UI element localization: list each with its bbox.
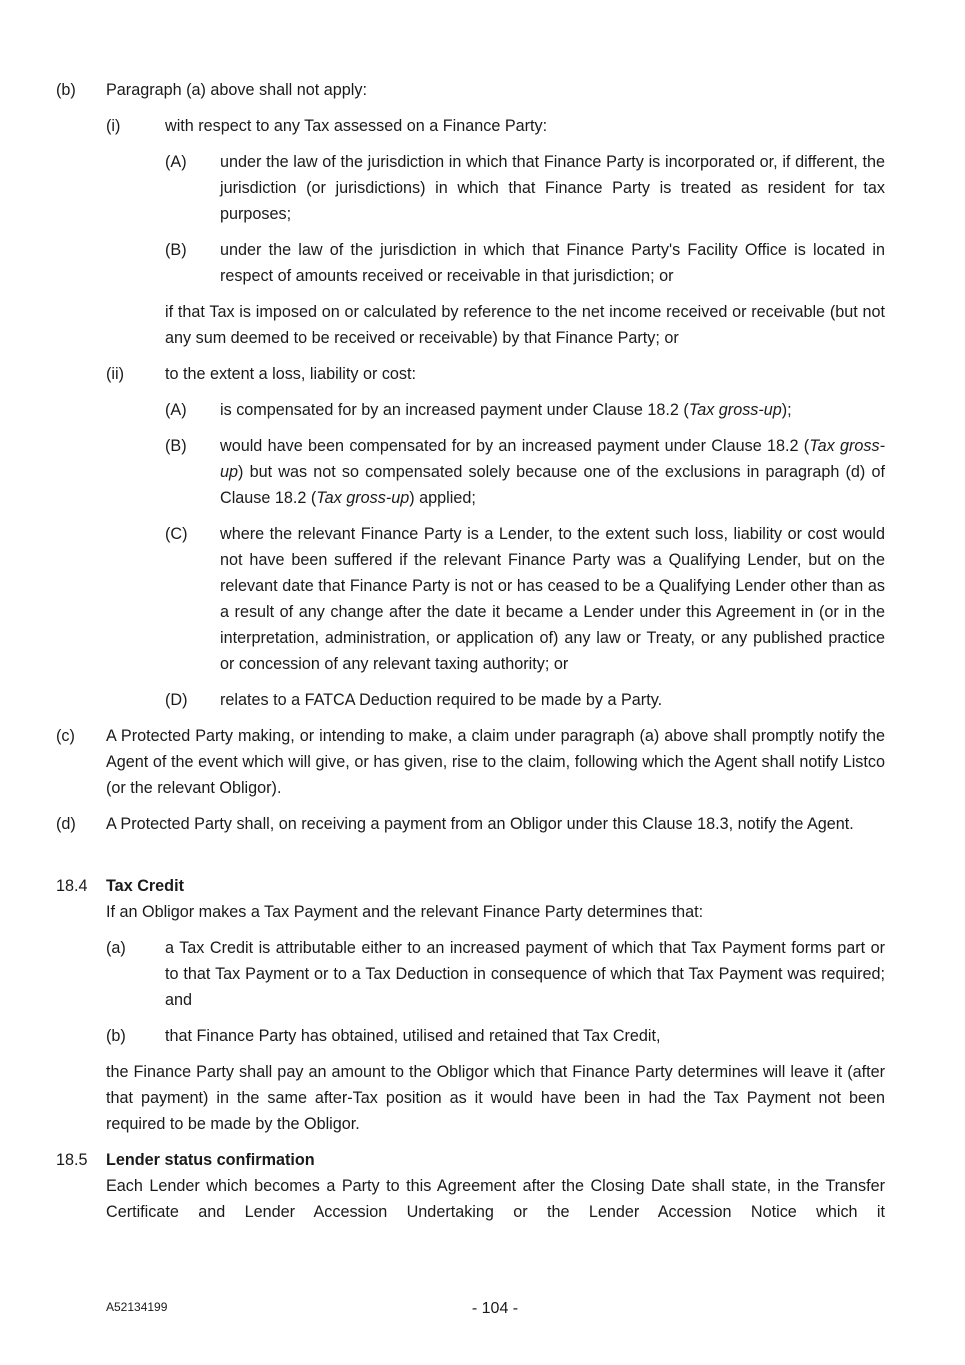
para-b-ii-B-text: would have been compensated for by an increased payment under Clause 18.2 (Tax gross-up) but was not so compensated solely because one of the exclusions in paragraph (d) of Clause 18.2 (Tax gross-up) applied; (220, 437, 885, 507)
para-b-i-label: (i) (106, 117, 121, 135)
section-18-5-number: 18.5 (56, 1151, 88, 1169)
para-b-ii-label: (ii) (106, 365, 124, 383)
para-b-i-B-text: under the law of the jurisdiction in which that Finance Party's Facility Office is located in respect of amounts received or receivable in that jurisdiction; or (220, 241, 885, 285)
para-b-ii-D-text: relates to a FATCA Deduction required to be made by a Party. (220, 691, 663, 709)
para-b-ii-A-label: (A) (165, 401, 187, 419)
para-c-label: (c) (56, 727, 75, 745)
footer-doc-id: A52134199 (106, 1300, 168, 1314)
section-18-4-b-label: (b) (106, 1027, 126, 1045)
para-b-i-text: with respect to any Tax assessed on a Finance Party: (165, 117, 548, 135)
para-b-i-tail: if that Tax is imposed on or calculated by reference to the net income received or receivable (but not any sum deemed to be received or receivable) by that Finance Party; or (165, 303, 885, 347)
section-18-5-text: Each Lender which becomes a Party to this Agreement after the Closing Date shall state, in the Transfer Certificate and Lender Accession Undertaking or the Lender Accession Notice which it (106, 1177, 885, 1221)
para-d-label: (d) (56, 815, 76, 833)
section-18-4-a-text: a Tax Credit is attributable either to an increased payment of which that Tax Payment forms part or to that Tax Payment or to a Tax Deduction in consequence of which that Tax Payment was required; and (165, 939, 885, 1009)
para-c-text: A Protected Party making, or intending to make, a claim under paragraph (a) above shall promptly notify the Agent of the event which will give, or has given, rise to the claim, following which the Agent shall notify Listco (or the relevant Obligor). (106, 727, 885, 797)
section-18-4-b-text: that Finance Party has obtained, utilised and retained that Tax Credit, (165, 1027, 661, 1045)
para-b-ii-A-text: is compensated for by an increased payment under Clause 18.2 (Tax gross-up); (220, 401, 792, 419)
para-b-label: (b) (56, 81, 76, 99)
footer-page-number: - 104 - (471, 1300, 519, 1317)
section-18-4-tail: the Finance Party shall pay an amount to the Obligor which that Finance Party determines will leave it (after that payment) in the same after-Tax position as it would have been in had the Tax Payment not been required to be made by the Obligor. (106, 1063, 885, 1133)
section-18-4-a-label: (a) (106, 939, 126, 957)
para-b-i-B-label: (B) (165, 241, 187, 259)
para-b-ii-D-label: (D) (165, 691, 188, 709)
para-d-text: A Protected Party shall, on receiving a payment from an Obligor under this Clause 18.3, notify the Agent. (106, 815, 854, 833)
para-b-i-A-label: (A) (165, 153, 187, 171)
para-b-text: Paragraph (a) above shall not apply: (106, 81, 367, 99)
para-b-ii-C-text: where the relevant Finance Party is a Lender, to the extent such loss, liability or cost would not have been suffered if the relevant Finance Party was a Qualifying Lender, but on the relevant date that Finance Party is not or has ceased to be a Qualifying Lender other than as a result of any change after the date it became a Lender under this Agreement in (or in the interpretation, administration, or application of) any law or Treaty, or any published practice or concession of any relevant taxing authority; or (220, 525, 885, 673)
para-b-ii-B-label: (B) (165, 437, 187, 455)
section-18-4-intro: If an Obligor makes a Tax Payment and the relevant Finance Party determines that: (106, 903, 704, 921)
section-18-4-number: 18.4 (56, 877, 88, 895)
para-b-i-A-text: under the law of the jurisdiction in which that Finance Party is incorporated or, if different, the jurisdiction (or jurisdictions) in which that Finance Party is treated as resident for tax purposes; (220, 153, 885, 223)
section-18-5-heading: Lender status confirmation (106, 1151, 315, 1169)
para-b-ii-text: to the extent a loss, liability or cost: (165, 365, 417, 383)
section-18-4-heading: Tax Credit (106, 877, 184, 895)
para-b-ii-C-label: (C) (165, 525, 188, 543)
